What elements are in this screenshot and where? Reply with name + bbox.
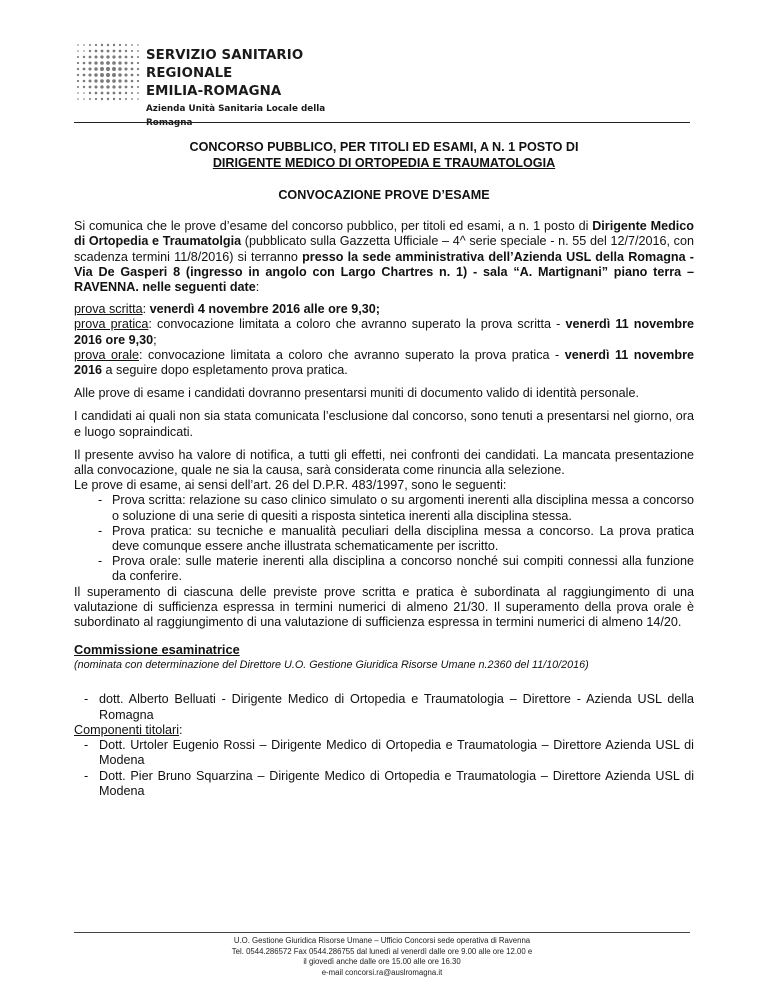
list-item: - Prova scritta: relazione su caso clinico simulato o su argomenti inerenti alla disciplina messa a concorso o soluzione di una serie di quesiti a risposta sintetica inerenti alla disciplina stessa. <box>98 493 694 523</box>
commission-note: (nominata con determinazione del Direttore U.O. Gestione Giuridica Risorse Umane n.2360 del 11/10/2016) <box>74 659 589 672</box>
logo-dot <box>118 55 121 58</box>
logo-dot <box>100 79 104 83</box>
title-line-1: CONCORSO PUBBLICO, PER TITOLI ED ESAMI, A N. 1 POSTO DI <box>189 140 579 154</box>
logo-dot <box>89 62 92 65</box>
dot-grid-logo-icon <box>74 40 142 106</box>
logo-dot <box>106 67 110 71</box>
logo-dot <box>112 79 116 83</box>
logo-dot <box>101 98 103 100</box>
logo-line-3: Azienda Unità Sanitaria Locale della Romagna <box>146 104 326 128</box>
logo-dot <box>131 92 133 94</box>
dates-block: prova scritta: venerdì 4 novembre 2016 alle ore 9,30; prova pratica: convocazione limitata a coloro che avranno superato la prova scritta - venerdì 11 novembre 2016 ore 9,30; prova orale: convocazione limitata a coloro che avranno superato la prova pratica - venerdì 11 novembre 2016 a seguire dopo espletamento prova pratica. <box>74 302 694 378</box>
logo-dot <box>125 56 128 59</box>
logo-dot <box>94 73 98 77</box>
logo-dot <box>94 79 97 82</box>
logo-dot <box>77 50 79 52</box>
logo-dot <box>125 80 128 83</box>
logo-dot <box>88 67 91 70</box>
logo-dot <box>83 98 85 100</box>
document-title <box>74 140 694 171</box>
list-item: - dott. Alberto Belluati - Dirigente Medico di Ortopedia e Traumatologia – Direttore - Azienda USL della Romagna <box>84 692 694 722</box>
logo-dot <box>100 85 103 88</box>
logo-dot <box>77 62 79 64</box>
logo-dot <box>89 98 91 100</box>
logo-dot <box>125 62 128 65</box>
logo-dot <box>118 85 121 88</box>
logo-dot <box>77 44 79 46</box>
logo-dot <box>77 74 79 76</box>
logo-dot <box>118 79 121 82</box>
logo-dot <box>112 55 115 58</box>
logo-dot <box>125 50 127 52</box>
logo-dot <box>83 50 85 52</box>
logo-dot <box>137 68 139 70</box>
logo-dot <box>89 80 92 83</box>
footer-line-1: U.O. Gestione Giuridica Risorse Umane – Ufficio Concorsi sede operativa di Ravenna <box>233 936 531 945</box>
logo-dot <box>131 86 133 88</box>
logo-line-1: SERVIZIO SANITARIO REGIONALE <box>146 48 304 81</box>
logo-dot <box>137 86 139 88</box>
prova-scritta-label: prova scritta <box>74 302 143 317</box>
components-label: Componenti titolari: <box>74 722 183 737</box>
logo-dot <box>106 73 110 77</box>
paragraph-notifica: Il presente avviso ha valore di notifica, a tutti gli effetti, nei confronti dei candidati. La mancata presentazione alla convocazione, quale ne sia la causa, sarà considerata come rinuncia alla selezione. <box>74 447 694 478</box>
logo-dot <box>119 98 121 100</box>
intro-paragraph: Si comunica che le prove d’esame del concorso pubblico, per titoli ed esami, a n. 1 posto di Dirigente Medico di Ortopedia e Traumatolgia (pubblicato sulla Gazzetta Ufficiale – 4^ serie speciale - n. 55 del 12/7/2016, con scadenza termini 11/8/2016) si terranno presso la sede amministrativa dell’Azienda USL della Romagna - Via De Gasperi 8 (ingresso in angolo con Largo Chartres n. 1) - sala “A. Martignani” piano terra – RAVENNA. nelle seguenti date: <box>74 219 694 295</box>
logo-dot <box>89 44 91 46</box>
logo-dot <box>95 44 97 46</box>
logo-dot <box>113 44 115 46</box>
logo-dot <box>77 86 79 88</box>
logo-dot <box>113 98 115 100</box>
footer-line-3: il giovedì anche dalle ore 15.00 alle ore 16.30 <box>303 957 461 967</box>
logo-dot <box>107 50 110 53</box>
logo-dot <box>131 56 133 58</box>
logo-dot <box>112 85 115 88</box>
header-divider <box>74 122 690 123</box>
title-line-2: DIRIGENTE MEDICO DI ORTOPEDIA E TRAUMATOLOGIA <box>212 155 556 170</box>
logo-dot <box>125 92 127 94</box>
list-item: - Dott. Urtoler Eugenio Rossi – Dirigente Medico di Ortopedia e Traumatologia – Direttore Azienda USL di Modena <box>84 738 694 768</box>
paragraph-esclusione: I candidati ai quali non sia stata comunicata l’esclusione dal concorso, sono tenuti a presentarsi nel giorno, ora e luogo sopraindicati. <box>74 409 694 439</box>
logo-dot <box>100 67 104 71</box>
logo-dot <box>107 98 109 100</box>
president-list <box>74 692 694 722</box>
list-item: - Prova orale: sulle materie inerenti alla disciplina a concorso nonché sui compiti connessi alla funzione da conferire. <box>98 554 694 584</box>
logo-dot <box>124 73 127 76</box>
logo-dot <box>118 61 121 64</box>
logo-dot <box>77 92 79 94</box>
logo-dot <box>95 98 97 100</box>
list-item: - Prova pratica: su tecniche e manualità peculiari della disciplina messa a concorso. La prova pratica deve comunque essere anche illustrata schematicamente per iscritto. <box>98 524 694 554</box>
footer-divider <box>74 932 690 933</box>
logo-dot <box>94 55 97 58</box>
logo-dot <box>119 50 122 53</box>
logo-dot <box>137 62 139 64</box>
logo-dot <box>83 86 85 88</box>
paragraph-superamento: Il superamento di ciascuna delle previste prove scritta e pratica è subordinata al raggiungimento di una valutazione di sufficienza espressa in termini numerici di almeno 21/30. Il superamento della prova orale è subordinato al raggiungimento di una valutazione di sufficienza espressa in termini numerici di almeno 14/20. <box>74 584 694 630</box>
prove-list <box>74 493 694 584</box>
logo-dot <box>94 67 98 71</box>
logo-dot <box>137 44 139 46</box>
logo-dot <box>113 92 116 95</box>
logo-dot <box>113 50 116 53</box>
logo-dot <box>89 92 91 94</box>
logo-dot <box>125 44 127 46</box>
paragraph-prove-intro: Le prove di esame, ai sensi dell’art. 26 del D.P.R. 483/1997, sono le seguenti: <box>74 478 507 493</box>
document-subtitle: CONVOCAZIONE PROVE D’ESAME <box>278 188 490 202</box>
logo-dot <box>131 98 133 100</box>
logo-dot <box>77 80 79 82</box>
logo-dot <box>131 50 133 52</box>
logo-dot <box>101 92 104 95</box>
prova-pratica-label: prova pratica <box>74 317 149 332</box>
logo-dot <box>137 80 139 82</box>
prova-orale-date: venerdì 11 novembre 2016 <box>74 347 694 378</box>
logo-dot <box>94 61 97 64</box>
commission-heading: Commissione esaminatrice <box>74 642 240 658</box>
logo-dot <box>83 56 85 58</box>
prova-orale-label: prova orale <box>74 347 139 362</box>
logo-dot <box>106 85 109 88</box>
logo-dot <box>83 44 85 46</box>
logo-dot <box>125 86 128 89</box>
logo-dot <box>83 74 86 77</box>
paragraph-documento: Alle prove di esame i candidati dovranno presentarsi muniti di documento valido di identità personale. <box>74 386 639 401</box>
logo-dot <box>131 68 134 71</box>
logo-dot <box>131 62 134 65</box>
logo-dot <box>95 92 98 95</box>
logo-dot <box>107 92 110 95</box>
logo-dot <box>112 73 116 77</box>
logo-dot <box>83 68 86 71</box>
logo-dot <box>137 56 139 58</box>
footer-line-2: Tel. 0544.286572 Fax 0544.286755 dal lunedì al venerdì dalle ore 9.00 alle ore 12.00 e <box>231 946 533 956</box>
logo-dot <box>88 73 91 76</box>
logo-dot <box>137 50 139 52</box>
logo-line-2: EMILIA-ROMAGNA <box>146 84 282 99</box>
logo-dot <box>125 98 127 100</box>
logo-dot <box>118 73 122 77</box>
logo-dot <box>106 79 110 83</box>
logo-dot <box>119 92 122 95</box>
logo-dot <box>77 98 79 100</box>
logo-dot <box>83 80 86 83</box>
components-list <box>74 738 694 799</box>
footer <box>74 936 690 978</box>
logo-dot <box>89 86 92 89</box>
logo-dot <box>131 80 134 83</box>
logo-dot <box>118 67 122 71</box>
logo-dot <box>137 98 139 100</box>
commission-members <box>74 692 694 798</box>
logo-dot <box>137 92 139 94</box>
logo-dot <box>137 74 139 76</box>
logo-dot <box>119 44 121 46</box>
document-body <box>74 140 694 799</box>
logo-dot <box>106 61 110 65</box>
logo-dot <box>83 62 86 65</box>
logo-dot <box>77 68 79 70</box>
logo-dot <box>112 61 116 65</box>
ssr-logo <box>74 40 374 128</box>
logo-dot <box>89 56 92 59</box>
logo-dot <box>107 44 109 46</box>
logo-dot <box>77 56 79 58</box>
logo-dot <box>101 50 104 53</box>
logo-dot <box>89 50 91 52</box>
footer-line-4: e-mail concorsi.ra@auslromagna.it <box>321 967 443 977</box>
logo-dot <box>112 67 116 71</box>
prova-pratica-date: venerdì 11 novembre 2016 ore 9,30 <box>74 317 694 347</box>
logo-dot <box>101 44 103 46</box>
logo-dot <box>95 50 98 53</box>
logo-dot <box>100 73 104 77</box>
logo-dot <box>124 67 127 70</box>
list-item: - Dott. Pier Bruno Squarzina – Dirigente Medico di Ortopedia e Traumatologia – Direttore Azienda USL di Modena <box>84 769 694 799</box>
prova-scritta-date: venerdì 4 novembre 2016 alle ore 9,30; <box>149 302 380 317</box>
logo-dot <box>100 55 103 58</box>
logo-dot <box>131 44 133 46</box>
logo-dot <box>131 74 134 77</box>
logo-dot <box>94 85 97 88</box>
logo-dot <box>83 92 85 94</box>
logo-dot <box>106 55 109 58</box>
logo-dot <box>100 61 104 65</box>
